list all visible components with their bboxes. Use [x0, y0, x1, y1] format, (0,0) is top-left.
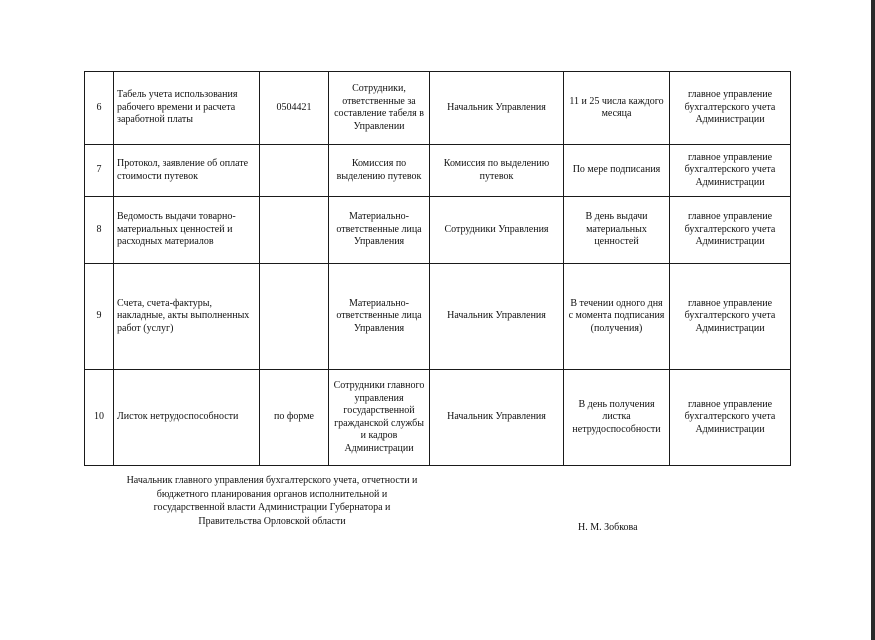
scan-edge: [871, 0, 875, 640]
document-name: Протокол, заявление об оплате стоимости путевок: [114, 145, 260, 197]
destination: главное управление бухгалтерского учета Администрации: [670, 72, 791, 145]
row-number: 6: [85, 72, 114, 145]
responsible-person: Материально-ответственные лица Управления: [329, 197, 430, 264]
document-form: 0504421: [260, 72, 329, 145]
signatory-name: Н. М. Зобкова: [578, 522, 638, 533]
deadline: В день выдачи материальных ценностей: [564, 197, 670, 264]
table-row: [85, 72, 791, 145]
table-row: [85, 370, 791, 466]
signatory-position-line: Начальник главного управления бухгалтерского учета, отчетности и: [126, 475, 418, 486]
table-row: [85, 197, 791, 264]
document-name: Ведомость выдачи товарно-материальных ценностей и расходных материалов: [114, 197, 260, 264]
table-row: [85, 145, 791, 197]
document-name: Счета, счета-фактуры, накладные, акты выполненных работ (услуг): [114, 264, 260, 370]
responsible-person: Сотрудники, ответственные за составление табеля в Управлении: [329, 72, 430, 145]
row-number: 7: [85, 145, 114, 197]
deadline: По мере подписания: [564, 145, 670, 197]
document-name: Листок нетрудоспособности: [114, 370, 260, 466]
signer: Сотрудники Управления: [430, 197, 564, 264]
document-form: [260, 264, 329, 370]
signer: Начальник Управления: [430, 370, 564, 466]
signer: Начальник Управления: [430, 72, 564, 145]
signer: Комиссия по выделению путевок: [430, 145, 564, 197]
responsible-person: Комиссия по выделению путевок: [329, 145, 430, 197]
signatory-position-line: Правительства Орловской области: [198, 515, 346, 527]
destination: главное управление бухгалтерского учета Администрации: [670, 370, 791, 466]
deadline: В течении одного дня с момента подписания (получения): [564, 264, 670, 370]
row-number: 9: [85, 264, 114, 370]
row-number: 8: [85, 197, 114, 264]
destination: главное управление бухгалтерского учета Администрации: [670, 197, 791, 264]
table-row: [85, 264, 791, 370]
document-form: [260, 145, 329, 197]
document-name: Табель учета использования рабочего времени и расчета заработной платы: [114, 72, 260, 145]
destination: главное управление бухгалтерского учета Администрации: [670, 264, 791, 370]
signatory-position-line: государственной власти Администрации Губернатора и: [153, 502, 391, 513]
signatory-position-line: бюджетного планирования органов исполнительной и: [156, 488, 388, 500]
responsible-person: Материально-ответственные лица Управления: [329, 264, 430, 370]
document-form: [260, 197, 329, 264]
document-form: по форме: [260, 370, 329, 466]
destination: главное управление бухгалтерского учета Администрации: [670, 145, 791, 197]
signatory-position: [112, 474, 432, 528]
row-number: 10: [85, 370, 114, 466]
deadline: В день получения листка нетрудоспособности: [564, 370, 670, 466]
deadline: 11 и 25 числа каждого месяца: [564, 72, 670, 145]
document-flow-table: [84, 71, 791, 466]
responsible-person: Сотрудники главного управления государственной гражданской службы и кадров Администрации: [329, 370, 430, 466]
signer: Начальник Управления: [430, 264, 564, 370]
